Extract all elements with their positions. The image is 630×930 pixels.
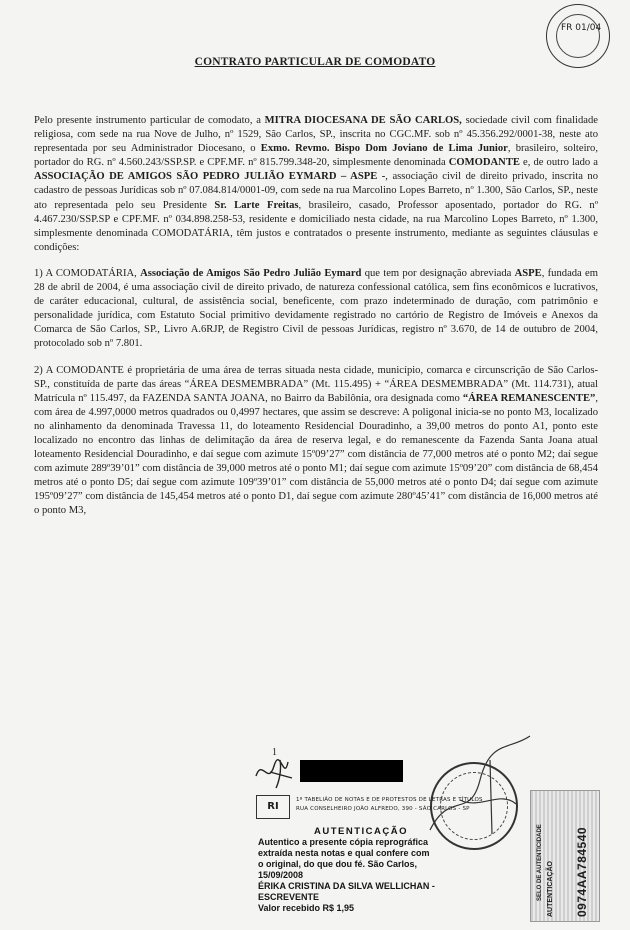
authentication-line: Autentico a presente cópia reprográfica [258,837,429,847]
notary-logo: RI [256,795,290,819]
bold-text-run: “ÁREA REMANESCENTE” [462,392,596,404]
notary-address-line: RUA CONSELHEIRO JOÃO ALFREDO, 390 - SÃO CARLOS - SP [296,806,470,812]
authentication-heading: AUTENTICAÇÃO [314,826,408,837]
notary-header-line: 1º TABELIÃO DE NOTAS E DE PROTESTOS DE LETRAS E TÍTULOS [296,797,483,803]
page-number: 1 [272,747,277,758]
authentication-line: extraída nesta notas e qual confere com [258,848,430,858]
text-run: que tem por designação abreviada [361,267,515,279]
authenticity-seal [530,790,600,922]
bold-text-run: Sr. Larte Freitas [214,199,299,211]
seal-code: 0974AA784540 [575,826,589,917]
paragraph-clause-1 [34,267,598,352]
text-run: , brasileiro, solteiro, portador do RG. nº 4.560.243/SSP.SP. e CPF.MF. nº 815.799.348-20, simplesmente denominada [34,143,598,169]
authentication-role: ESCREVENTE [258,892,320,902]
authentication-line: o original, do que dou fé. São Carlos, [258,859,418,869]
authentication-block [258,826,476,914]
authentication-fee: Valor recebido R$ 1,95 [258,903,355,913]
paragraph-clause-2 [34,364,598,519]
bold-text-run: Exmo. Revmo. Bispo Dom Joviano de Lima Junior [260,143,508,155]
seal-label-secondary: SELO DE AUTENTICIDADE [537,824,543,901]
document-title: CONTRATO PARTICULAR DE COMODATO [194,56,436,68]
document-body [34,114,598,531]
text-run: e, de outro lado a [519,157,598,169]
corner-stamp-text: FR 01/04 [561,23,602,33]
authentication-date: 15/09/2008 [258,870,304,880]
text-run: sociedade civil com finalidade religiosa, com sede na rua Nove de Julho, nº 1529, São Carlos, SP., inscrita no CGC.MF. sob nº 45.356.292/0001-38, neste ato representada por seu Administrador Diocesano, o [34,115,598,155]
bold-text-run: COMODANTE [448,157,520,169]
paragraph-preamble [34,114,598,255]
bold-text-run: ASPE [514,267,542,279]
text-run: 2) A COMODANTE é proprietária de uma área de terras situada nesta cidade, município, comarca e circunscrição de São Carlos-SP., constituída de parte das áreas “ÁREA DESMEMBRADA” (Mt. 115.495) + “ÁREA DESMEMBRADA” (Mt. 114.731), atual Matrícula nº 115.497, da FAZENDA SANTA JOANA, no Bairro da Babilônia, ora designada como [34,364,598,404]
text-run: , com área de 4.997,0000 metros quadrados ou 0,4997 hectares, que assim se descreve: A poligonal inicia-se no ponto M3, localizado no alinhamento da denominada Travessa 11, do loteamento Residencial Douradinho, a 39,00 metros do ponto A1, ponto este localizado no encontro das linhas de delimitação da área de reserva legal, e do remanescente da Fazenda Santa Joana atual loteamento Residencial Douradinho, e daí segue com azimute 15º09’27” com distância de 77,000 metros até o ponto M2; daí segue com azimute 289º39’01” com distância de 39,000 metros até o ponto M1; daí segue com azimute 15º09’20” com distância de 68,454 metros até o ponto D5; daí segue com azimute 109º39’01” com distância de 55,000 metros até o ponto D4; daí segue com azimute 195º09’27” com distância de 145,454 metros até o ponto D1, daí segue com azimute 280º45’41” com distância de 16,000 metros até o ponto M3, [34,392,598,517]
bold-text-run: MITRA DIOCESANA DE SÃO CARLOS, [264,115,462,126]
bold-text-run: ASSOCIAÇÃO DE AMIGOS SÃO PEDRO JULIÃO EYMARD – ASPE - [34,171,386,183]
text-run: , brasileiro, casado, Professor aposentado, portador do RG. nº 4.467.230/SSP.SP e CPF.MF. nº 034.898.258-53, residente e domiciliado nesta cidade, na rua Marcolino Lopes Barreto, nº 1.300, simplesmente denominada COMODATÁRIA, têm justos e contratados o presente instrumento, mediante as seguintes cláusulas e condições: [34,199,598,253]
authentication-clerk: ÉRIKA CRISTINA DA SILVA WELLICHAN - [258,881,435,891]
notary-signature-icon [420,730,540,840]
bold-text-run: Associação de Amigos São Pedro Julião Eymard [140,267,362,279]
text-run: , fundada em 28 de abril de 2004, é uma associação civil de direito privado, de natureza confessional católica, sem fins econômicos e lucrativos, de caráter educacional, cultural, de assistência social, beneficente, com prazo indeterminado de duração, com patrimônio e personalidade jurídica, com Estatuto Social primitivo devidamente registrado no cartório de Registro de Imóveis e Anexos da Comarca de São Carlos, SP., Livro A.6RJP, de Registro Civil de pessoas Jurídicas, registro nº 3.670, de 14 de outubro de 2004, protocolado sob nº 7.801. [34,267,598,350]
text-run: , associação civil de direito privado, inscrita no cadastro de pessoas Jurídicas sob nº 07.084.814/0001-09, com sede na rua Marcolino Lopes Barreto, nº 1.300, São Carlos, SP., neste ato representada pelo seu Presidente [34,171,599,211]
text-run: Pelo presente instrumento particular de comodato, a [34,115,265,126]
text-run: 1) A COMODATÁRIA, [34,267,141,279]
seal-label: AUTENTICAÇÃO [547,861,554,917]
redaction-box [300,760,403,782]
